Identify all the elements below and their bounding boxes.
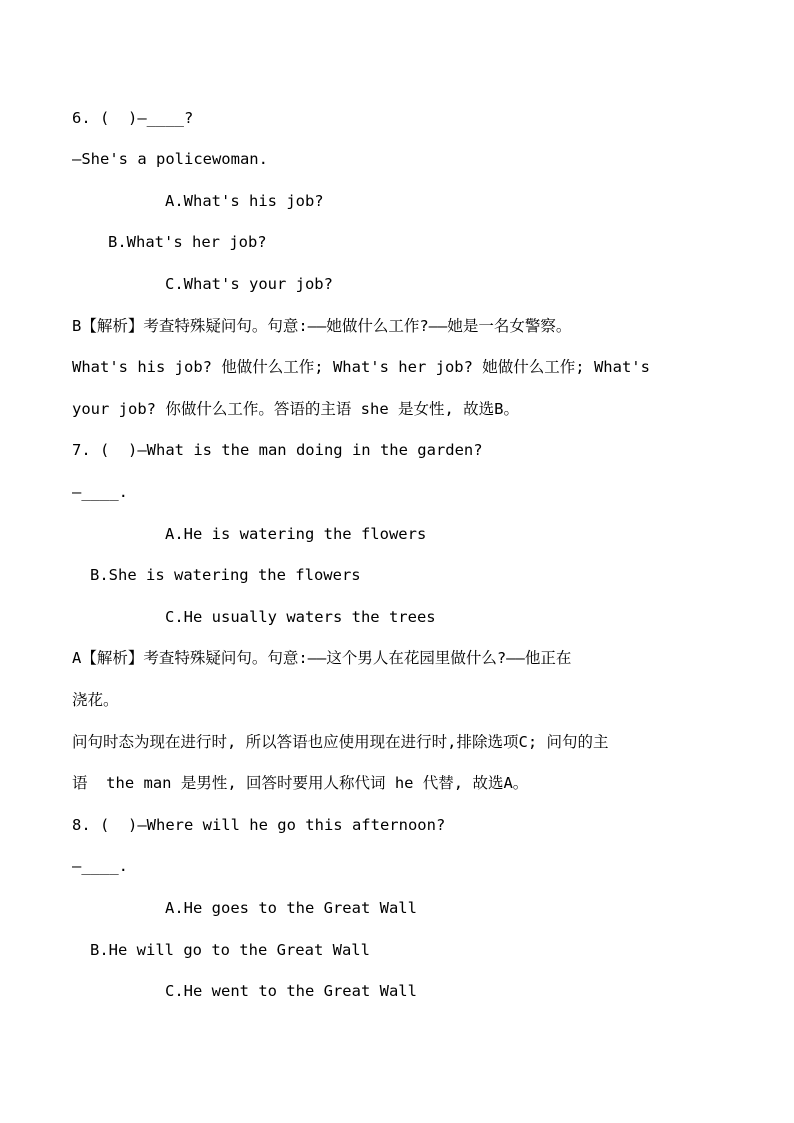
question-8-reply: —____. [72,857,128,875]
question-8-option-a: A.He goes to the Great Wall [165,899,417,917]
question-8-option-b: B.He will go to the Great Wall [90,941,370,959]
question-7-reply: —____. [72,483,128,501]
question-6-reply: —She's a policewoman. [72,150,268,168]
question-7-option-b: B.She is watering the flowers [90,566,361,584]
question-7-option-c: C.He usually waters the trees [165,608,436,626]
question-7-stem: 7. ( )—What is the man doing in the garden? [72,441,483,459]
question-6-option-b: B.What's her job? [108,233,267,251]
question-6-option-c: C.What's your job? [165,275,333,293]
question-7-analysis-line-1: A【解析】考查特殊疑问句。句意:——这个男人在花园里做什么?——他正在 [72,649,572,667]
question-6-analysis-line-2: What's his job? 他做什么工作; What's her job? 她做什么工作; What's [72,358,650,376]
question-6-analysis-line-1: B【解析】考查特殊疑问句。句意:——她做什么工作?——她是一名女警察。 [72,317,572,335]
question-8-option-c: C.He went to the Great Wall [165,982,417,1000]
question-8-stem: 8. ( )—Where will he go this afternoon? [72,816,446,834]
question-6-analysis-line-3: your job? 你做什么工作。答语的主语 she 是女性, 故选B。 [72,400,519,418]
question-7-analysis-line-2: 浇花。 [72,691,119,709]
question-7-analysis-line-3: 问句时态为现在进行时, 所以答语也应使用现在进行时,排除选项C; 问句的主 [72,733,609,751]
question-6-option-a: A.What's his job? [165,192,324,210]
question-7-analysis-line-4: 语 the man 是男性, 回答时要用人称代词 he 代替, 故选A。 [72,774,529,792]
question-6-stem: 6. ( )—____? [72,109,194,127]
question-7-option-a: A.He is watering the flowers [165,525,427,543]
